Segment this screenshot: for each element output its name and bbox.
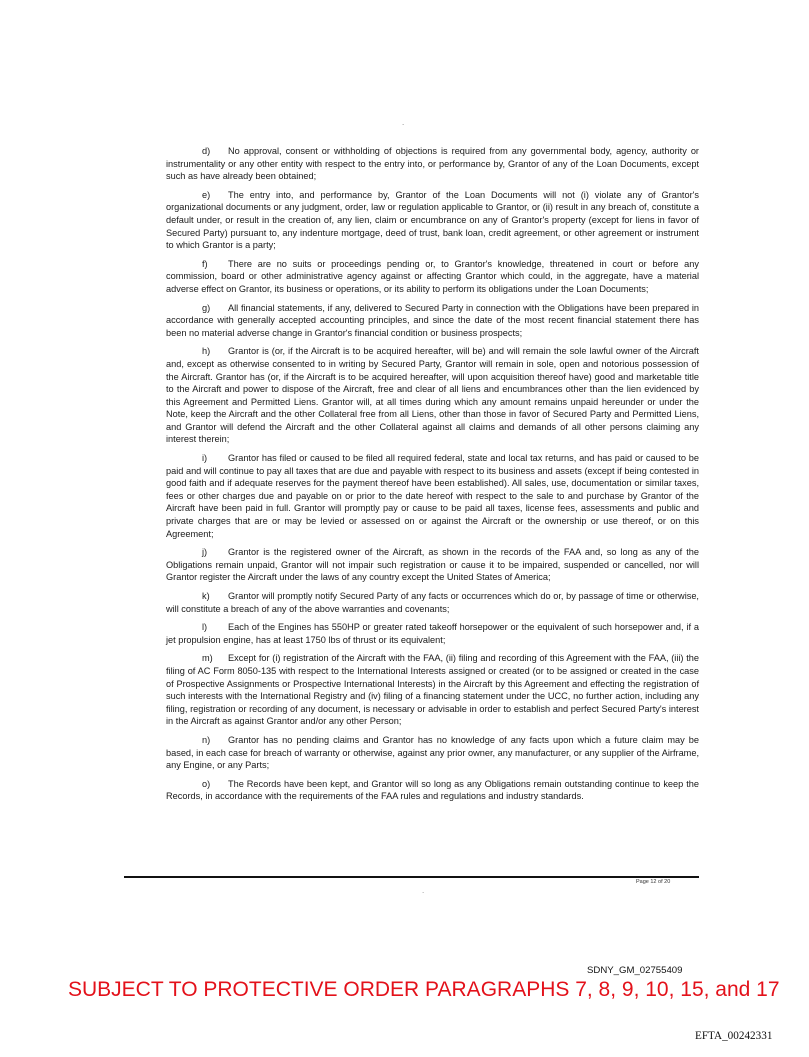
paragraph-text: Grantor has filed or caused to be filed all required federal, state and local tax returns, and has paid or caused to be paid and will continue to pay all taxes that are due and payable with respect to its business and assets (except if being contested in good faith and if adequate reserves for the payment thereof have been established). All sales, use, documentation or similar taxes, fees or other charges due and payable on or prior to the date hereof with respect to the sale to and purchase by Grantor of the Aircraft have been paid in full. Grantor will promptly pay or cause to be paid all taxes, license fees, assessments and public and private charges that are or may be levied or assessed on or against the Aircraft or the ownership or use thereof, or on this Agreement;: [166, 453, 699, 539]
paragraph-text: The entry into, and performance by, Grantor of the Loan Documents will not (i) violate any of Grantor's organizational documents or any judgment, order, law or regulation applicable to Grantor, or (ii) result in any breach of, constitute a default under, or result in the creation of, any lien, claim or encumbrance on any of Grantor's property (except for liens in favor of Secured Party) pursuant to, any indenture mortgage, deed of trust, bank loan, credit agreement, or other agreement or instrument to which Grantor is a party;: [166, 189, 699, 251]
efta-number: EFTA_00242331: [695, 1030, 773, 1042]
paragraph-k: [166, 590, 699, 615]
paragraph-label: h): [202, 346, 211, 357]
scan-mark: .: [402, 118, 405, 127]
paragraph-e: [166, 189, 699, 252]
paragraph-text: No approval, consent or withholding of objections is required from any governmental body, agency, authority or instrumentality or any other entity with respect to the entry into, or performance by, Grantor of any of the Loan Documents, except such as have already been obtained;: [166, 146, 699, 182]
paragraph-label: f): [202, 258, 208, 269]
paragraph-j: [166, 546, 699, 584]
paragraph-label: k): [202, 591, 210, 601]
paragraph-text: Grantor is (or, if the Aircraft is to be acquired hereafter, will be) and will remain the sole lawful owner of the Aircraft and, except as otherwise consented to in writing by Secured Party, Grantor will remain in sole, open and notorious possession of the Aircraft. Grantor has (or, if the Aircraft is to be acquired hereafter, will upon acquisition thereof have) good and marketable title to the Aircraft and power to dispose of the Aircraft, free and clear of all liens and encumbrances other than the lien evidenced by this Agreement and Permitted Liens. Grantor will, at all times during which any amount remains unpaid hereunder or under the Note, keep the Aircraft and the other Collateral free from all Liens, other than those in favor of Secured Party and Permitted Liens, and Grantor will defend the Aircraft and the other Collateral against all claims and demands of all other persons claiming any interest therein;: [166, 346, 699, 445]
paragraph-text: Grantor has no pending claims and Grantor has no knowledge of any facts upon which a future claim may be based, in each case for breach of warranty or otherwise, against any prior owner, any manufacturer, or any supplier of the Airframe, any Engine, or any Parts;: [166, 734, 699, 771]
paragraph-label: n): [202, 734, 211, 745]
paragraph-label: i): [202, 453, 208, 464]
paragraph-text: Grantor will promptly notify Secured Party of any facts or occurrences which do or, by passage of time or otherwise, will constitute a breach of any of the above warranties and covenants;: [166, 591, 699, 614]
page-number: Page 12 of 20: [636, 879, 671, 885]
bates-number: SDNY_GM_02755409: [587, 965, 683, 976]
paragraph-i: [166, 452, 699, 540]
paragraph-o: [166, 778, 699, 803]
paragraph-text: There are no suits or proceedings pending or, to Grantor's knowledge, threatened in court or before any commission, board or other administrative agency against or affecting Grantor which could, in the aggregate, have a material adverse effect on Grantor, its business or operations, or its ability to perform its obligations under the Loan Documents;: [166, 258, 699, 294]
paragraph-text: Grantor is the registered owner of the Aircraft, as shown in the records of the FAA and, so long as any of the Obligations remain unpaid, Grantor will not impair such registration or cause it to be impaired, suspended or cancelled, nor will Grantor register the Aircraft under the laws of any country except the United States of America;: [166, 547, 699, 583]
paragraph-label: d): [202, 146, 211, 156]
paragraph-l: [166, 621, 699, 646]
paragraph-label: l): [202, 622, 208, 633]
scan-mark-bottom: .: [422, 886, 425, 895]
paragraph-d: [166, 145, 699, 183]
paragraph-label: g): [202, 302, 211, 313]
paragraph-g: [166, 302, 699, 340]
footer-rule: [124, 876, 699, 878]
paragraph-label: e): [202, 189, 211, 200]
paragraph-h: [166, 345, 699, 446]
paragraph-text: Each of the Engines has 550HP or greater rated takeoff horsepower or the equivalent of such horsepower and, if a jet propulsion engine, has at least 1750 lbs of thrust or its equivalent;: [166, 622, 699, 645]
paragraph-text: All financial statements, if any, delivered to Secured Party in connection with the Obligations have been prepared in accordance with generally accepted accounting principles, and since the date of the most recent financial statement there has been no material adverse change in Grantor's financial condition or business prospects;: [166, 302, 699, 338]
paragraph-label: o): [202, 778, 211, 789]
paragraph-f: [166, 258, 699, 296]
paragraph-text: The Records have been kept, and Grantor will so long as any Obligations remain outstanding continue to keep the Records, in accordance with the requirements of the FAA rules and regulations and industry standards.: [166, 778, 699, 802]
paragraph-n: [166, 734, 699, 772]
paragraph-text: Except for (i) registration of the Aircraft with the FAA, (ii) filing and recording of this Agreement with the FAA, (iii) the filing of AC Form 8050-135 with respect to the International Interests assigned or created (or to be assigned or created in the case of Prospective Assignments or Prospective International Interests) in the Aircraft by this Agreement and effecting the registration of such interests with the International Registry and (iv) filing of a financing statement under the UCC, no further action, including any filing, registration or recording of any document, is necessary or advisable in order to establish and perfect Secured Party's interest in the Aircraft as against Grantor and/or any other Person;: [166, 653, 699, 727]
paragraph-m: [166, 652, 699, 728]
document-body: [166, 145, 699, 809]
paragraph-label: j): [202, 547, 208, 558]
protective-order-notice: SUBJECT TO PROTECTIVE ORDER PARAGRAPHS 7, 8, 9, 10, 15, and 17: [68, 978, 780, 1001]
paragraph-label: m): [202, 653, 213, 664]
